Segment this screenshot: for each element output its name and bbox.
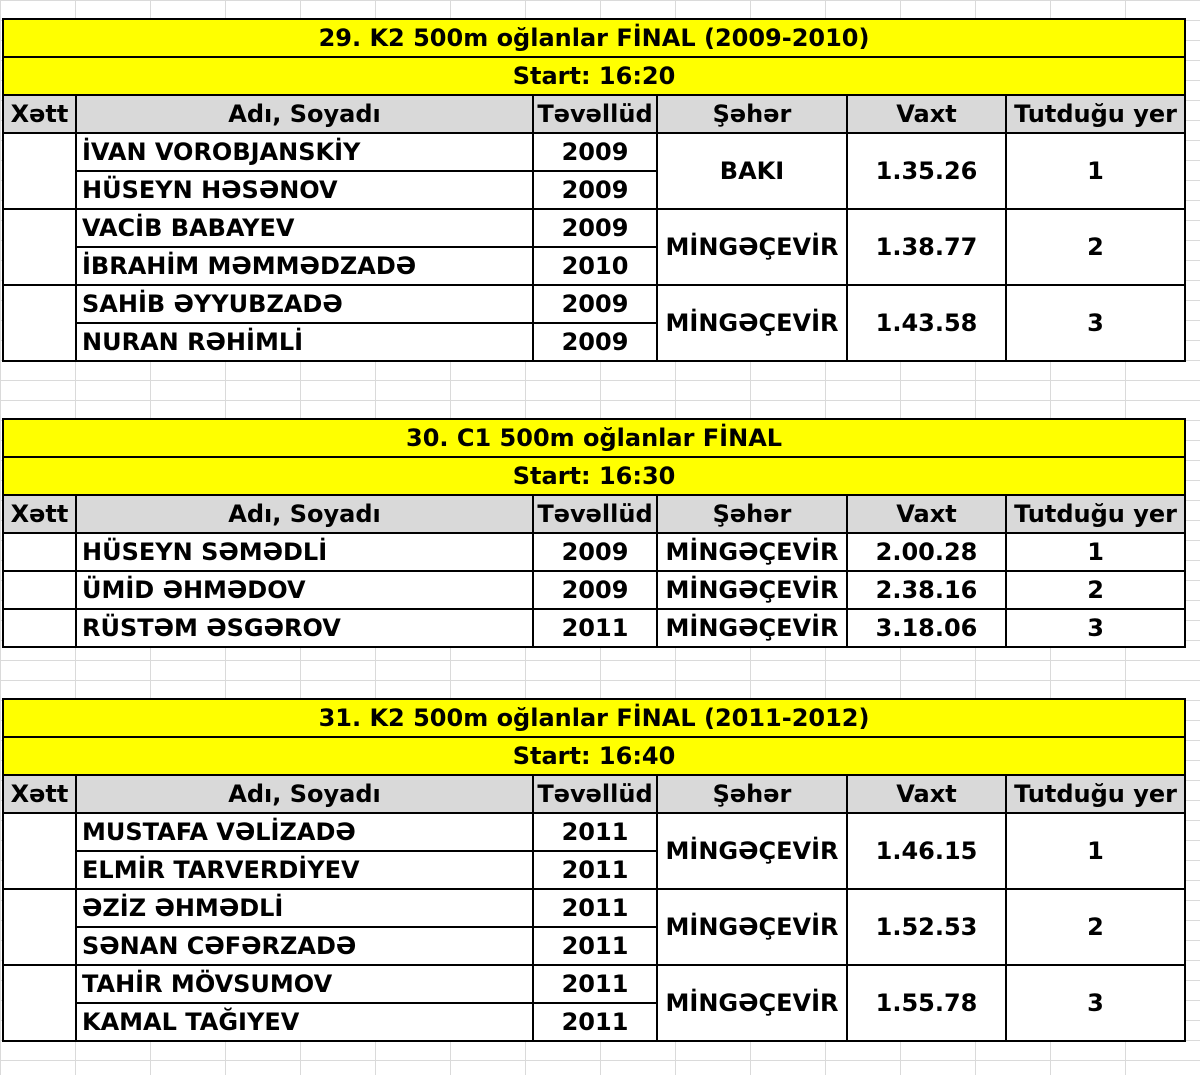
athlete-name: HÜSEYN SƏMƏDLİ <box>76 533 533 571</box>
birth-year: 2009 <box>533 285 657 323</box>
birth-year: 2011 <box>533 813 657 851</box>
race-title: 30. C1 500m oğlanlar FİNAL <box>3 419 1185 457</box>
line-cell <box>3 133 76 209</box>
line-cell <box>3 209 76 285</box>
column-header-line: Xətt <box>3 495 76 533</box>
birth-year: 2011 <box>533 851 657 889</box>
athlete-row <box>3 133 1185 171</box>
city-cell: MİNGƏÇEVİR <box>657 813 847 889</box>
column-header-place: Tutduğu yer <box>1006 775 1185 813</box>
birth-year: 2011 <box>533 1003 657 1041</box>
time-cell: 1.38.77 <box>847 209 1006 285</box>
athlete-name: RÜSTƏM ƏSGƏROV <box>76 609 533 647</box>
birth-year: 2011 <box>533 889 657 927</box>
birth-year: 2010 <box>533 247 657 285</box>
column-header-name: Adı, Soyadı <box>76 495 533 533</box>
place-cell: 3 <box>1006 285 1185 361</box>
athlete-row <box>3 285 1185 323</box>
place-cell: 1 <box>1006 813 1185 889</box>
column-header-time: Vaxt <box>847 95 1006 133</box>
birth-year: 2009 <box>533 323 657 361</box>
race-start-time: Start: 16:30 <box>3 457 1185 495</box>
city-cell: MİNGƏÇEVİR <box>657 889 847 965</box>
line-cell <box>3 813 76 889</box>
birth-year: 2009 <box>533 533 657 571</box>
athlete-name: İVAN VOROBJANSKİY <box>76 133 533 171</box>
athlete-name: HÜSEYN HƏSƏNOV <box>76 171 533 209</box>
place-cell: 1 <box>1006 133 1185 209</box>
race-start-time: Start: 16:20 <box>3 57 1185 95</box>
athlete-row <box>3 533 1185 571</box>
race-title: 31. K2 500m oğlanlar FİNAL (2011-2012) <box>3 699 1185 737</box>
athlete-name: TAHİR MÖVSUMOV <box>76 965 533 1003</box>
city-cell: MİNGƏÇEVİR <box>657 609 847 647</box>
city-cell: BAKI <box>657 133 847 209</box>
line-cell <box>3 609 76 647</box>
birth-year: 2011 <box>533 965 657 1003</box>
athlete-name: ELMİR TARVERDİYEV <box>76 851 533 889</box>
time-cell: 1.35.26 <box>847 133 1006 209</box>
birth-year: 2011 <box>533 927 657 965</box>
athlete-row <box>3 209 1185 247</box>
place-cell: 2 <box>1006 889 1185 965</box>
place-cell: 3 <box>1006 965 1185 1041</box>
column-header-line: Xətt <box>3 775 76 813</box>
column-header-row <box>3 775 1185 813</box>
athlete-row <box>3 889 1185 927</box>
time-cell: 1.46.15 <box>847 813 1006 889</box>
column-header-line: Xətt <box>3 95 76 133</box>
time-cell: 2.00.28 <box>847 533 1006 571</box>
athlete-name: MUSTAFA VƏLİZADƏ <box>76 813 533 851</box>
column-header-row <box>3 95 1185 133</box>
birth-year: 2009 <box>533 209 657 247</box>
column-header-city: Şəhər <box>657 495 847 533</box>
time-cell: 2.38.16 <box>847 571 1006 609</box>
athlete-name: ƏZİZ ƏHMƏDLİ <box>76 889 533 927</box>
column-header-birth-year: Təvəllüd <box>533 95 657 133</box>
line-cell <box>3 889 76 965</box>
city-cell: MİNGƏÇEVİR <box>657 965 847 1041</box>
column-header-name: Adı, Soyadı <box>76 95 533 133</box>
race-29-table <box>2 18 1186 362</box>
time-cell: 3.18.06 <box>847 609 1006 647</box>
column-header-row <box>3 495 1185 533</box>
column-header-name: Adı, Soyadı <box>76 775 533 813</box>
place-cell: 3 <box>1006 609 1185 647</box>
column-header-place: Tutduğu yer <box>1006 495 1185 533</box>
place-cell: 2 <box>1006 209 1185 285</box>
time-cell: 1.55.78 <box>847 965 1006 1041</box>
column-header-place: Tutduğu yer <box>1006 95 1185 133</box>
column-header-city: Şəhər <box>657 95 847 133</box>
line-cell <box>3 533 76 571</box>
athlete-name: SƏNAN CƏFƏRZADƏ <box>76 927 533 965</box>
city-cell: MİNGƏÇEVİR <box>657 571 847 609</box>
athlete-row <box>3 609 1185 647</box>
line-cell <box>3 965 76 1041</box>
athlete-row <box>3 965 1185 1003</box>
athlete-name: VACİB BABAYEV <box>76 209 533 247</box>
athlete-name: İBRAHİM MƏMMƏDZADƏ <box>76 247 533 285</box>
birth-year: 2009 <box>533 571 657 609</box>
column-header-birth-year: Təvəllüd <box>533 495 657 533</box>
birth-year: 2009 <box>533 171 657 209</box>
birth-year: 2009 <box>533 133 657 171</box>
race-title: 29. K2 500m oğlanlar FİNAL (2009-2010) <box>3 19 1185 57</box>
athlete-row <box>3 813 1185 851</box>
athlete-name: NURAN RƏHİMLİ <box>76 323 533 361</box>
time-cell: 1.52.53 <box>847 889 1006 965</box>
race-start-row <box>3 57 1185 95</box>
column-header-time: Vaxt <box>847 775 1006 813</box>
athlete-name: ÜMİD ƏHMƏDOV <box>76 571 533 609</box>
athlete-row <box>3 571 1185 609</box>
birth-year: 2011 <box>533 609 657 647</box>
race-start-row <box>3 457 1185 495</box>
place-cell: 2 <box>1006 571 1185 609</box>
race-30-table <box>2 418 1186 648</box>
race-title-row <box>3 699 1185 737</box>
place-cell: 1 <box>1006 533 1185 571</box>
city-cell: MİNGƏÇEVİR <box>657 209 847 285</box>
athlete-name: SAHİB ƏYYUBZADƏ <box>76 285 533 323</box>
race-start-row <box>3 737 1185 775</box>
race-title-row <box>3 419 1185 457</box>
city-cell: MİNGƏÇEVİR <box>657 533 847 571</box>
athlete-name: KAMAL TAĞIYEV <box>76 1003 533 1041</box>
column-header-birth-year: Təvəllüd <box>533 775 657 813</box>
race-start-time: Start: 16:40 <box>3 737 1185 775</box>
line-cell <box>3 285 76 361</box>
column-header-city: Şəhər <box>657 775 847 813</box>
race-31-table <box>2 698 1186 1042</box>
line-cell <box>3 571 76 609</box>
city-cell: MİNGƏÇEVİR <box>657 285 847 361</box>
time-cell: 1.43.58 <box>847 285 1006 361</box>
column-header-time: Vaxt <box>847 495 1006 533</box>
race-title-row <box>3 19 1185 57</box>
